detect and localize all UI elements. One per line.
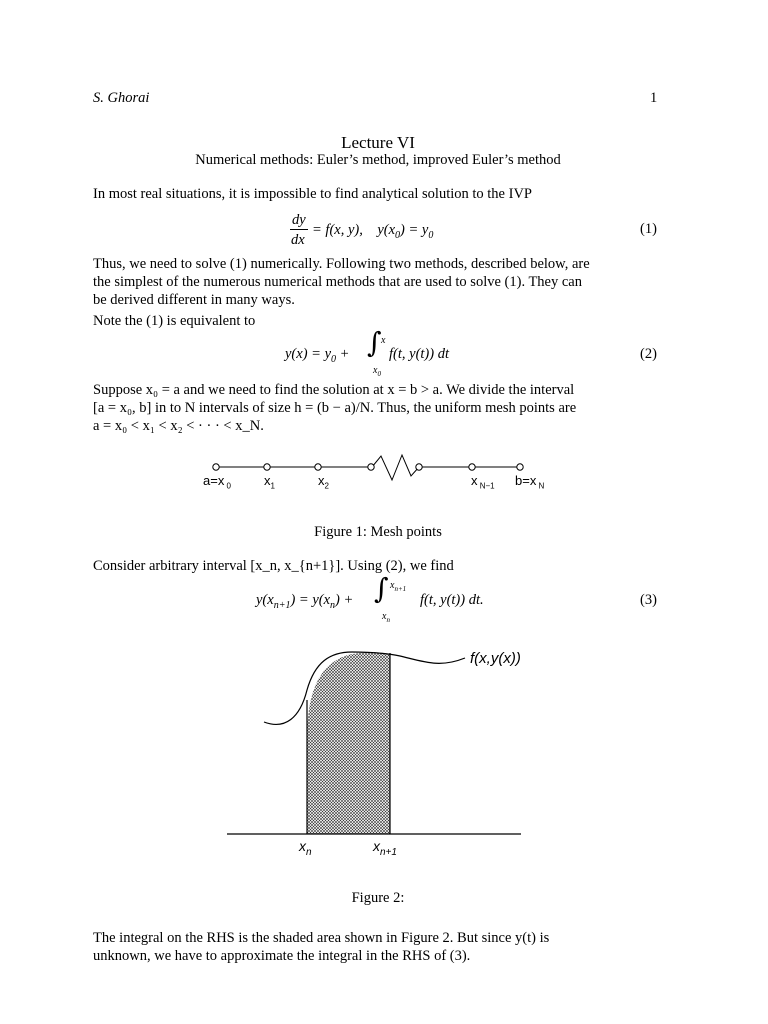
eq3-integral-sign: ∫ — [374, 572, 389, 605]
eq1-number: (1) — [640, 221, 657, 237]
paragraph-line: Suppose x₀ = a and we need to find the solution at x = b > a. We divide the interval — [93, 382, 575, 398]
eq2-integral-sign: ∫ — [367, 326, 382, 359]
eq1-rhs: = f(x, y), $y(x_0) = y_0$ — [312, 222, 434, 241]
eq3-number: (3) — [640, 592, 657, 608]
figure-1-caption: Figure 1: Mesh points — [314, 524, 442, 540]
eq2-lhs: $y(x) = y_0$ + — [285, 346, 354, 365]
paragraph-line: the simplest of the numerous numerical methods that are used to solve (1). They can — [93, 274, 582, 290]
paragraph-line: unknown, we have to approximate the integral in the RHS of (3). — [93, 948, 471, 964]
eq1-numerator: dy — [292, 212, 306, 228]
lecture-subtitle: Numerical methods: Euler’s method, improved Euler’s method — [195, 152, 561, 168]
paragraph-approximation — [93, 929, 663, 965]
paragraph-intro: In most real situations, it is impossible to find analytical solution to the IVP — [93, 186, 532, 202]
eq3-upper-limit: $x_{n+1}$ — [390, 580, 407, 593]
paragraph-equivalent: Note the (1) is equivalent to — [93, 313, 256, 329]
x-label-n1: $x_{n+1}$ — [373, 838, 397, 858]
mesh-label-x2: $x_2$ — [318, 473, 329, 491]
eq3-lhs: $y(x_{n+1}) = y(x_n)$ + — [256, 592, 357, 611]
eq3-lower-limit: $x_n$ — [382, 611, 390, 624]
paragraph-line: a = x₀ < x₁ < x₂ < · · · < x_N. — [93, 418, 264, 434]
mesh-label-a: a=x $_0$ — [203, 473, 231, 491]
mesh-label-x1: $x_1$ — [264, 473, 275, 491]
paragraph-line: [a = x₀, b] in to N intervals of size h = (b − a)/N. Thus, the uniform mesh points are — [93, 400, 577, 416]
header-author: S. Ghorai — [93, 90, 150, 106]
figure-2-caption: Figure 2: — [351, 890, 405, 906]
paragraph-interval: Consider arbitrary interval [x_n, x_{n+1}]. Using (2), we find — [93, 558, 454, 574]
shaded-integral-area — [307, 652, 390, 834]
eq3-integrand: f(t, y(t)) dt. — [420, 592, 484, 608]
eq1-denominator: dx — [291, 232, 305, 248]
mesh-label-xn-1: x $_{N-1}$ — [471, 473, 495, 491]
eq2-integrand: f(t, y(t)) dt — [389, 346, 449, 362]
x-label-n: $x_n$ — [299, 838, 312, 858]
eq2-number: (2) — [640, 346, 657, 362]
curve-label: f(x,y(x)) — [470, 650, 521, 667]
paragraph-line: The integral on the RHS is the shaded area shown in Figure 2. But since y(t) is — [93, 930, 550, 946]
paragraph-line: be derived different in many ways. — [93, 292, 295, 308]
page-number: 1 — [650, 90, 658, 106]
eq2-lower-limit: $x_0$ — [373, 365, 381, 378]
lecture-title: Lecture VI — [341, 133, 415, 152]
mesh-label-b: b=x $_N$ — [515, 473, 545, 491]
paragraph-line: Thus, we need to solve (1) numerically. Following two methods, described below, are — [93, 256, 590, 272]
eq2-upper-limit: x — [381, 335, 386, 346]
